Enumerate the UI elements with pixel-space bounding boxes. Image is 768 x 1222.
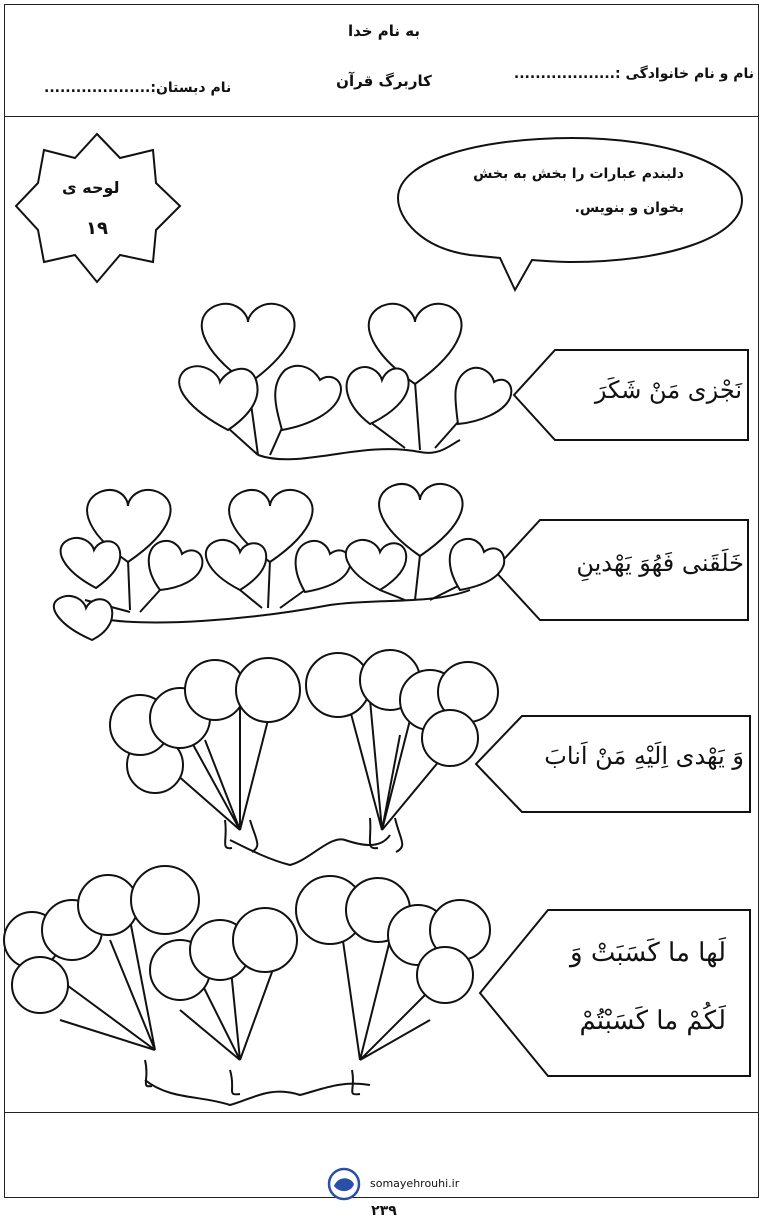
page-number: ۲۳۹ — [371, 1203, 397, 1219]
phrase-4-line-1: لَها ما کَسَبَتْ وَ — [570, 938, 726, 968]
round-balloons-group-4 — [4, 866, 490, 1105]
round-balloons-group-3 — [110, 650, 498, 865]
heart-balloons-group-1 — [179, 304, 511, 459]
website-link[interactable]: somayehrouhi.ir — [370, 1177, 460, 1190]
star-badge-icon — [16, 134, 180, 282]
board-title: لوحه ی — [62, 178, 120, 197]
board-number: ۱۹ — [86, 218, 108, 239]
speech-bubble-icon — [398, 138, 742, 290]
phrase-1-text: نَجْزی مَنْ شَکَرَ — [594, 376, 742, 404]
site-logo-icon — [329, 1169, 359, 1199]
school-name-label: نام دبستان:.................... — [44, 80, 232, 96]
heart-balloons-group-2 — [54, 484, 504, 640]
instruction-line-2: بخوان و بنویس. — [574, 200, 684, 216]
phrase-tag-4-shape — [480, 910, 750, 1076]
phrase-3-text: وَ یَهْدی اِلَیْهِ مَنْ اَنابَ — [544, 742, 744, 770]
basmala: به نام خدا — [347, 22, 421, 40]
phrase-4-line-2: لَکُمْ ما کَسَبْتُمْ — [579, 1006, 726, 1036]
worksheet-title: کاربرگ قرآن — [336, 72, 432, 90]
phrase-2-text: خَلَقَنی فَهُوَ یَهْدینِ — [576, 549, 744, 577]
instruction-line-1: دلبندم عبارات را بخش به بخش — [473, 166, 684, 182]
student-name-label: نام و نام خانوادگی :................... — [513, 66, 754, 82]
